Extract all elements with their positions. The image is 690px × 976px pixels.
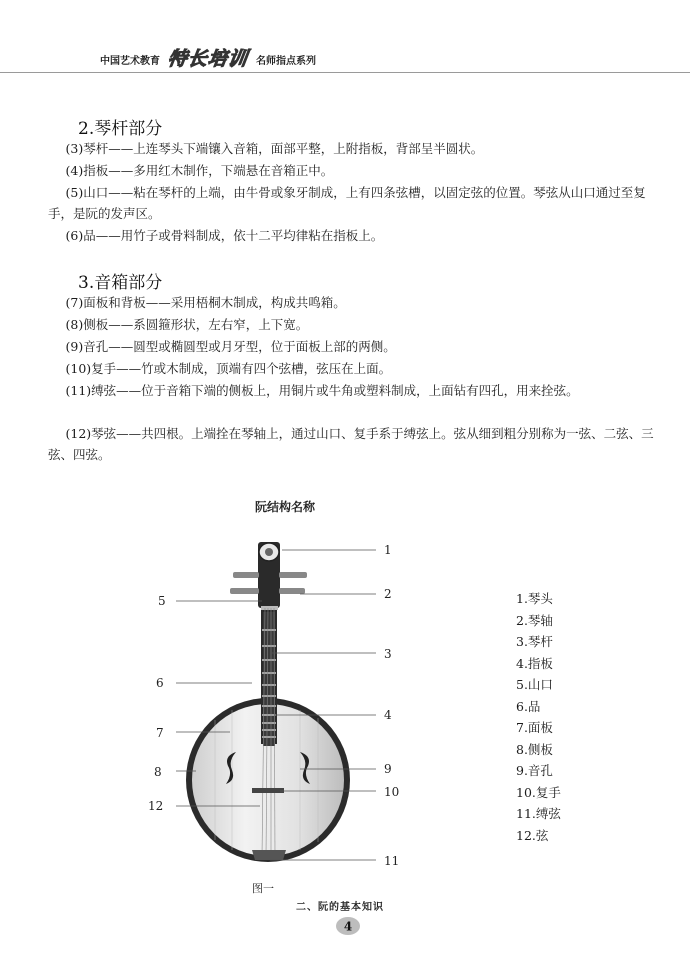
legend-item: 5.山口 [516, 677, 553, 692]
section3-para-7: (7)面板和背板——采用梧桐木制成，构成共鸣箱。 [65, 295, 346, 310]
legend-item: 10.复手 [516, 784, 561, 800]
callout-11: 11 [384, 854, 400, 868]
legend-item: 9.音孔 [516, 763, 553, 778]
legend-item: 4.指板 [516, 655, 553, 671]
legend-item: 7.面板 [516, 720, 553, 735]
bridge [252, 788, 284, 793]
section3-para-12: (12)琴弦——共四根。上端拴在琴轴上，通过山口、复手系于缚弦上。弦从细到粗分别称为一弦、二弦、三弦、四弦。 [48, 426, 654, 462]
callout-10: 10 [384, 785, 400, 799]
legend-item: 12.弦 [516, 827, 549, 843]
legend-item: 6.品 [516, 698, 541, 714]
section2-para-6: (6)品——用竹子或骨料制成，依十二平均律粘在指板上。 [65, 228, 384, 243]
header-rule [0, 72, 690, 73]
callout-4: 4 [384, 708, 392, 722]
legend-item: 2.琴轴 [516, 612, 553, 628]
footer-chapter-label: 二、阮的基本知识 [296, 902, 384, 913]
legend-item: 8.侧板 [516, 741, 553, 757]
section3-para-11: (11)缚弦——位于音箱下端的侧板上，用铜片或牛角或塑料制成，上面钻有四孔，用来拴弦。 [65, 383, 579, 398]
legend-item: 11.缚弦 [516, 806, 561, 821]
legend-item: 1.琴头 [516, 591, 553, 606]
callout-9: 9 [384, 762, 392, 776]
figure-title: 阮结构名称 [254, 500, 315, 514]
callout-7: 7 [156, 726, 164, 740]
ruan-diagram [0, 520, 690, 880]
callout-5: 5 [158, 594, 166, 608]
figure-legend [516, 588, 561, 846]
callout-12: 12 [148, 799, 164, 813]
section2-para-5: (5)山口——粘在琴杆的上端，由牛骨或象牙制成，上有四条弦槽，以固定弦的位置。琴弦从山口通过至复手，是阮的发声区。 [48, 185, 646, 221]
page-number-badge [335, 916, 361, 936]
callout-1: 1 [384, 543, 392, 557]
section3-para-8: (8)侧板——系圆箍形状，左右窄，上下宽。 [65, 317, 309, 332]
callout-3: 3 [384, 647, 392, 661]
section3-heading: 3.音箱部分 [78, 273, 163, 293]
page-number: 4 [343, 919, 353, 934]
nut [261, 606, 278, 610]
section3-para-9: (9)音孔——圆型或椭圆型或月牙型，位于面板上部的两侧。 [65, 339, 396, 354]
tailpiece [252, 850, 286, 860]
header-logo: 特长培训 [166, 48, 250, 70]
header-series-right: 名师指点系列 [256, 56, 316, 67]
figure-caption: 图一 [252, 882, 274, 895]
header-series-left: 中国艺术教育 [100, 56, 160, 67]
callout-6: 6 [156, 676, 164, 690]
section2-para-3: (3)琴杆——上连琴头下端镶入音箱，面部平整，上附指板，背部呈半圆状。 [65, 141, 484, 156]
section2-para-4: (4)指板——多用红木制作，下端悬在音箱正中。 [65, 163, 334, 178]
legend-item: 3.琴杆 [516, 634, 553, 649]
callout-8: 8 [154, 765, 162, 779]
section3-para-10: (10)复手——竹或木制成，顶端有四个弦槽，弦压在上面。 [65, 361, 392, 376]
callout-2: 2 [384, 587, 392, 601]
section2-heading: 2.琴杆部分 [78, 119, 163, 139]
